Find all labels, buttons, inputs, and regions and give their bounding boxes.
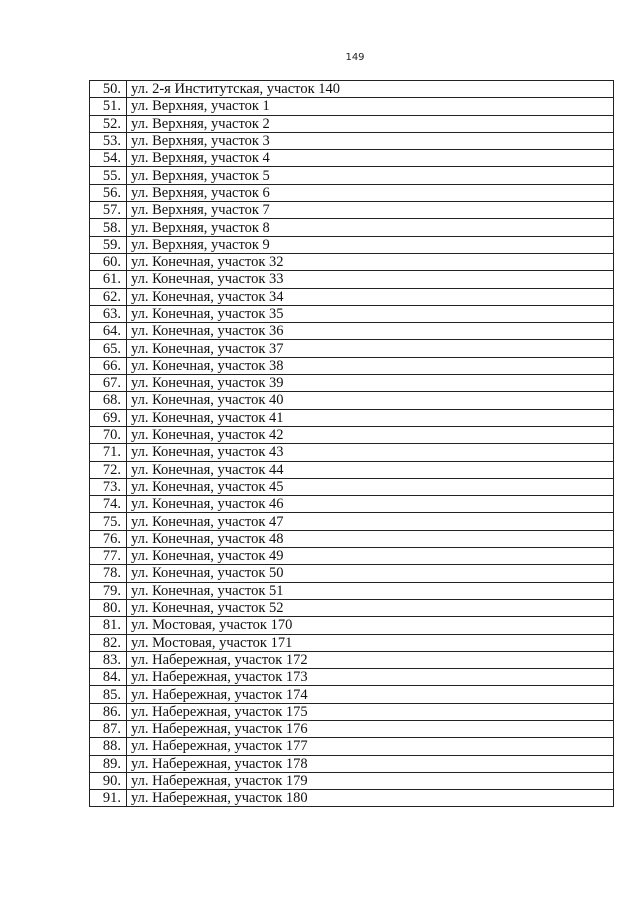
plot-address-cell: ул. Конечная, участок 34 — [127, 288, 614, 305]
table-row — [90, 98, 614, 115]
row-number-cell: 58. — [90, 219, 127, 236]
row-number-cell: 84. — [90, 669, 127, 686]
row-number-cell: 59. — [90, 236, 127, 253]
row-number-cell: 60. — [90, 253, 127, 270]
plots-table — [89, 80, 614, 807]
plot-address-cell: ул. Верхняя, участок 5 — [127, 167, 614, 184]
table-row — [90, 720, 614, 737]
table-row — [90, 323, 614, 340]
row-number-cell: 50. — [90, 81, 127, 98]
table-row — [90, 340, 614, 357]
plot-address-cell: ул. Конечная, участок 38 — [127, 357, 614, 374]
row-number-cell: 56. — [90, 184, 127, 201]
table-row — [90, 375, 614, 392]
table-row — [90, 738, 614, 755]
plot-address-cell: ул. Конечная, участок 39 — [127, 375, 614, 392]
row-number-cell: 70. — [90, 426, 127, 443]
table-row — [90, 426, 614, 443]
row-number-cell: 71. — [90, 444, 127, 461]
plot-address-cell: ул. Набережная, участок 172 — [127, 651, 614, 668]
row-number-cell: 66. — [90, 357, 127, 374]
row-number-cell: 82. — [90, 634, 127, 651]
table-row — [90, 115, 614, 132]
plot-address-cell: ул. Конечная, участок 37 — [127, 340, 614, 357]
table-row — [90, 444, 614, 461]
row-number-cell: 76. — [90, 530, 127, 547]
row-number-cell: 57. — [90, 202, 127, 219]
row-number-cell: 87. — [90, 720, 127, 737]
plots-table-body — [90, 81, 614, 807]
plot-address-cell: ул. Набережная, участок 176 — [127, 720, 614, 737]
plot-address-cell: ул. Набережная, участок 173 — [127, 669, 614, 686]
table-row — [90, 669, 614, 686]
row-number-cell: 72. — [90, 461, 127, 478]
row-number-cell: 53. — [90, 132, 127, 149]
row-number-cell: 62. — [90, 288, 127, 305]
plot-address-cell: ул. Конечная, участок 46 — [127, 496, 614, 513]
table-row — [90, 219, 614, 236]
plot-address-cell: ул. Набережная, участок 175 — [127, 703, 614, 720]
table-row — [90, 253, 614, 270]
plot-address-cell: ул. Верхняя, участок 9 — [127, 236, 614, 253]
row-number-cell: 55. — [90, 167, 127, 184]
plot-address-cell: ул. Конечная, участок 40 — [127, 392, 614, 409]
row-number-cell: 73. — [90, 478, 127, 495]
table-row — [90, 617, 614, 634]
plot-address-cell: ул. Мостовая, участок 170 — [127, 617, 614, 634]
table-row — [90, 565, 614, 582]
plot-address-cell: ул. Конечная, участок 49 — [127, 548, 614, 565]
plot-address-cell: ул. Конечная, участок 42 — [127, 426, 614, 443]
row-number-cell: 86. — [90, 703, 127, 720]
row-number-cell: 91. — [90, 790, 127, 807]
plot-address-cell: ул. Конечная, участок 52 — [127, 599, 614, 616]
plot-address-cell: ул. Конечная, участок 44 — [127, 461, 614, 478]
plot-address-cell: ул. Верхняя, участок 7 — [127, 202, 614, 219]
table-row — [90, 167, 614, 184]
table-row — [90, 305, 614, 322]
table-row — [90, 686, 614, 703]
row-number-cell: 89. — [90, 755, 127, 772]
row-number-cell: 78. — [90, 565, 127, 582]
plot-address-cell: ул. Конечная, участок 45 — [127, 478, 614, 495]
plot-address-cell: ул. 2-я Институтская, участок 140 — [127, 81, 614, 98]
row-number-cell: 65. — [90, 340, 127, 357]
table-row — [90, 150, 614, 167]
plot-address-cell: ул. Верхняя, участок 4 — [127, 150, 614, 167]
plot-address-cell: ул. Конечная, участок 35 — [127, 305, 614, 322]
row-number-cell: 83. — [90, 651, 127, 668]
plots-table-container — [89, 80, 614, 807]
plot-address-cell: ул. Верхняя, участок 1 — [127, 98, 614, 115]
row-number-cell: 68. — [90, 392, 127, 409]
row-number-cell: 80. — [90, 599, 127, 616]
table-row — [90, 392, 614, 409]
plot-address-cell: ул. Верхняя, участок 6 — [127, 184, 614, 201]
table-row — [90, 271, 614, 288]
row-number-cell: 77. — [90, 548, 127, 565]
plot-address-cell: ул. Конечная, участок 50 — [127, 565, 614, 582]
plot-address-cell: ул. Конечная, участок 41 — [127, 409, 614, 426]
table-row — [90, 582, 614, 599]
table-row — [90, 703, 614, 720]
table-row — [90, 548, 614, 565]
row-number-cell: 75. — [90, 513, 127, 530]
plot-address-cell: ул. Мостовая, участок 171 — [127, 634, 614, 651]
table-row — [90, 790, 614, 807]
plot-address-cell: ул. Конечная, участок 47 — [127, 513, 614, 530]
row-number-cell: 54. — [90, 150, 127, 167]
plot-address-cell: ул. Набережная, участок 179 — [127, 772, 614, 789]
table-row — [90, 772, 614, 789]
table-row — [90, 236, 614, 253]
plot-address-cell: ул. Конечная, участок 51 — [127, 582, 614, 599]
plot-address-cell: ул. Набережная, участок 177 — [127, 738, 614, 755]
row-number-cell: 61. — [90, 271, 127, 288]
table-row — [90, 513, 614, 530]
row-number-cell: 88. — [90, 738, 127, 755]
table-row — [90, 132, 614, 149]
plot-address-cell: ул. Конечная, участок 32 — [127, 253, 614, 270]
table-row — [90, 288, 614, 305]
table-row — [90, 184, 614, 201]
table-row — [90, 634, 614, 651]
table-row — [90, 530, 614, 547]
row-number-cell: 51. — [90, 98, 127, 115]
plot-address-cell: ул. Набережная, участок 174 — [127, 686, 614, 703]
row-number-cell: 90. — [90, 772, 127, 789]
row-number-cell: 52. — [90, 115, 127, 132]
row-number-cell: 74. — [90, 496, 127, 513]
table-row — [90, 81, 614, 98]
table-row — [90, 357, 614, 374]
table-row — [90, 461, 614, 478]
table-row — [90, 599, 614, 616]
table-row — [90, 478, 614, 495]
table-row — [90, 202, 614, 219]
plot-address-cell: ул. Конечная, участок 43 — [127, 444, 614, 461]
row-number-cell: 79. — [90, 582, 127, 599]
row-number-cell: 69. — [90, 409, 127, 426]
row-number-cell: 64. — [90, 323, 127, 340]
plot-address-cell: ул. Верхняя, участок 2 — [127, 115, 614, 132]
row-number-cell: 85. — [90, 686, 127, 703]
table-row — [90, 496, 614, 513]
table-row — [90, 755, 614, 772]
plot-address-cell: ул. Верхняя, участок 3 — [127, 132, 614, 149]
plot-address-cell: ул. Конечная, участок 36 — [127, 323, 614, 340]
page-number: 149 — [345, 52, 365, 63]
table-row — [90, 409, 614, 426]
row-number-cell: 81. — [90, 617, 127, 634]
plot-address-cell: ул. Верхняя, участок 8 — [127, 219, 614, 236]
plot-address-cell: ул. Конечная, участок 33 — [127, 271, 614, 288]
plot-address-cell: ул. Набережная, участок 180 — [127, 790, 614, 807]
row-number-cell: 67. — [90, 375, 127, 392]
row-number-cell: 63. — [90, 305, 127, 322]
table-row — [90, 651, 614, 668]
plot-address-cell: ул. Набережная, участок 178 — [127, 755, 614, 772]
plot-address-cell: ул. Конечная, участок 48 — [127, 530, 614, 547]
